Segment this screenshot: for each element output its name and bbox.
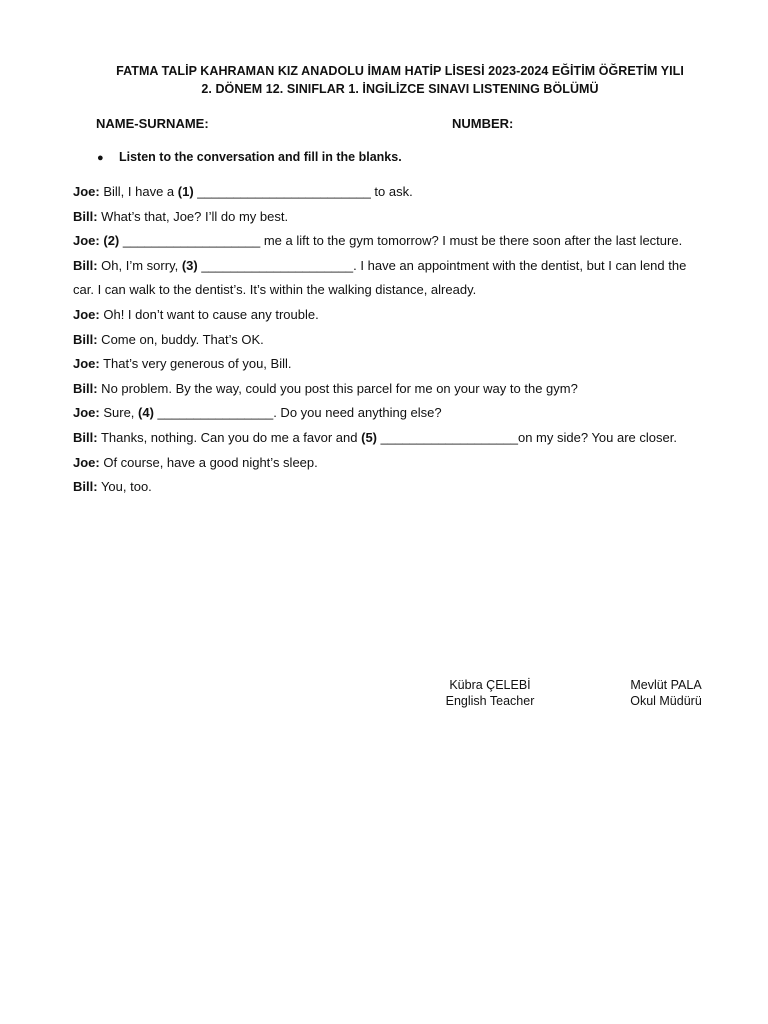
speaker-label: Bill: [73, 208, 98, 224]
line-text: Oh! I don’t want to cause any trouble. [99, 306, 319, 322]
header-line-1: FATMA TALİP KAHRAMAN KIZ ANADOLU İMAM HATİP LİSESİ 2023-2024 EĞİTİM ÖĞRETİM YILI [116, 64, 684, 78]
blank-number: (2) [103, 233, 120, 249]
dialogue-line [73, 254, 691, 303]
line-text: What’s that, Joe? I’ll do my best. [97, 208, 289, 224]
line-text: ________________. Do you need anything else? [153, 405, 442, 421]
dialogue-line [73, 451, 713, 476]
speaker-label: Bill: [73, 257, 98, 273]
speaker-label: Bill: [73, 429, 98, 445]
teacher-title: English Teacher [445, 694, 535, 708]
line-text: Oh, I’m sorry, [97, 257, 182, 273]
line-text: _____________________. I have an appointment with the dentist, but I can lend the car. I can walk to the dentist’s. It’s within the walking distance, already. [73, 257, 687, 298]
speaker-label: Joe: [73, 454, 100, 470]
header-line-2: 2. DÖNEM 12. SINIFLAR 1. İNGİLİZCE SINAVI LISTENING BÖLÜMÜ [201, 82, 599, 96]
dialogue-line [73, 475, 713, 500]
principal-signature [614, 677, 718, 709]
speaker-label: Bill: [73, 331, 98, 347]
line-text: Bill, I have a [99, 184, 178, 199]
exam-header [60, 62, 740, 98]
dialogue-line [73, 352, 713, 377]
bullet-icon: ● [97, 152, 104, 164]
blank-number: (1) [177, 184, 194, 199]
dialogue-line [73, 328, 713, 353]
dialogue-line [73, 180, 713, 205]
line-text: That’s very generous of you, Bill. [99, 356, 292, 372]
instruction-text: Listen to the conversation and fill in the blanks. [119, 150, 402, 164]
line-text: Sure, [99, 405, 139, 421]
name-surname-label: NAME-SURNAME: [96, 116, 209, 131]
blank-number: (5) [361, 429, 377, 445]
speaker-label: Joe: [73, 306, 100, 322]
dialogue [73, 180, 713, 500]
line-text: ___________________on my side? You are closer. [377, 429, 677, 445]
line-text: ___________________ me a lift to the gym tomorrow? I must be there soon after the last lecture. [119, 233, 683, 249]
line-text: No problem. By the way, could you post this parcel for me on your way to the gym? [97, 380, 578, 396]
teacher-signature [436, 677, 544, 709]
teacher-name: Kübra ÇELEBİ [449, 678, 531, 692]
line-text: You, too. [97, 479, 152, 495]
speaker-label: Bill: [73, 479, 98, 495]
dialogue-line [73, 401, 713, 426]
instruction [97, 150, 402, 164]
blank-number: (4) [138, 405, 154, 421]
speaker-label: Joe: [73, 356, 100, 372]
dialogue-line [73, 303, 713, 328]
line-text: ________________________ to ask. [193, 184, 413, 199]
line-text: Come on, buddy. That’s OK. [97, 331, 264, 347]
line-text: Thanks, nothing. Can you do me a favor and [97, 429, 362, 445]
dialogue-line [73, 229, 713, 254]
speaker-label: Bill: [73, 380, 98, 396]
number-label: NUMBER: [452, 116, 514, 131]
dialogue-line [73, 377, 713, 402]
dialogue-line [73, 205, 713, 230]
speaker-label: Joe: [73, 233, 100, 249]
blank-number: (3) [181, 257, 198, 273]
dialogue-line [73, 426, 713, 451]
line-text: Of course, have a good night’s sleep. [99, 454, 318, 470]
principal-title: Okul Müdürü [630, 694, 702, 708]
speaker-label: Joe: [73, 405, 100, 421]
principal-name: Mevlüt PALA [630, 678, 702, 692]
speaker-label: Joe: [73, 184, 100, 199]
